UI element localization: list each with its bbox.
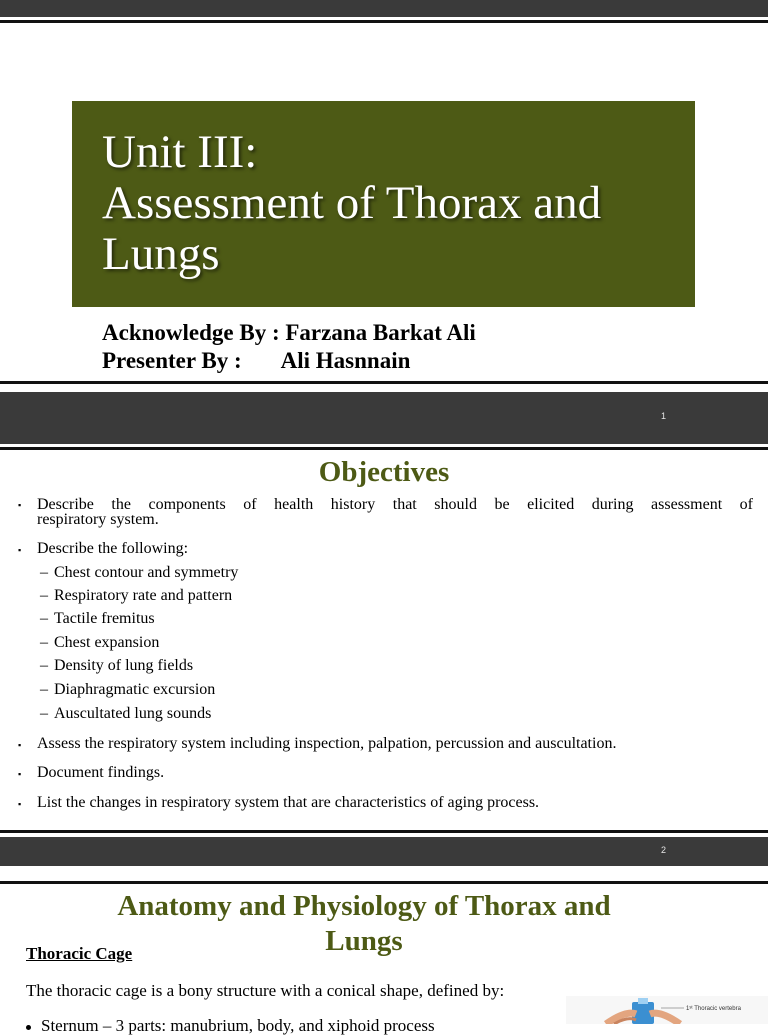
dash-marker: – [40,587,48,604]
dash-marker: – [40,564,48,581]
bullet-marker: ▪ [18,740,22,750]
bullet-marker: ▪ [18,500,22,510]
thoracic-cage-figure [566,996,768,1024]
separator-rule [0,830,768,833]
anatomy-heading [72,889,656,959]
dash-marker: – [40,705,48,722]
separator-rule [0,447,768,450]
sub-item-label: Chest expansion [54,634,160,651]
figure-label: 1ˢᵗ Thoracic vertebra [686,1006,741,1012]
separator-rule [0,881,768,884]
objectives-heading: Objectives [318,456,450,488]
objective-item-2: Describe the following: [37,540,189,557]
acknowledge-line: Acknowledge By : Farzana Barkat Ali [102,320,476,345]
anatomy-heading-line-2: Lungs [325,925,403,957]
title-line-2: Assessment of Thorax and [102,177,602,229]
objective-item-1-line-2: respiratory system. [37,511,159,528]
objective-item-3: Assess the respiratory system including inspection, palpation, percussion and auscultation. [37,735,617,752]
separator-rule [0,381,768,384]
anatomy-heading-line-1: Anatomy and Physiology of Thorax and [117,890,611,922]
sternum-bullet [26,1016,435,1036]
page-number: 1 [661,411,667,421]
dash-marker: – [40,657,48,674]
title-box [72,101,695,307]
bullet-marker: ▪ [18,545,22,555]
presenter-line: Presenter By : Ali Hasnnain [102,348,411,373]
title-line-3: Lungs [102,228,220,280]
objective-item-4: Document findings. [37,764,165,781]
bullet-dot [26,1025,31,1030]
separator-rule [0,20,768,23]
sub-item-label: Diaphragmatic excursion [54,681,216,698]
objective-item-1-line-1: Describe the components of health history that should be elicited during assessment of [37,496,753,513]
dash-marker: – [40,610,48,627]
slide-separator-band [0,0,768,17]
title-line-1: Unit III: [102,126,258,178]
objective-item-5: List the changes in respiratory system that are characteristics of aging process. [37,794,540,811]
sub-item-label: Density of lung fields [54,657,194,674]
thoracic-cage-paragraph: The thoracic cage is a bony structure with a conical shape, defined by: [26,981,505,1000]
bullet-marker: ▪ [18,769,22,779]
slide-separator-band [0,837,768,866]
page-number: 2 [661,845,667,855]
thorax-illustration [566,996,768,1024]
bullet-marker: ▪ [18,799,22,809]
sternum-text: Sternum – 3 parts: manubrium, body, and xiphoid process [41,1016,435,1035]
sub-item-label: Auscultated lung sounds [54,705,212,722]
slide-separator-band [0,392,768,444]
sub-item-label: Respiratory rate and pattern [54,587,233,604]
dash-marker: – [40,634,48,651]
dash-marker: – [40,681,48,698]
sub-item-label: Tactile fremitus [54,610,155,627]
thoracic-cage-subheading: Thoracic Cage [26,944,133,963]
sub-item-label: Chest contour and symmetry [54,564,239,581]
